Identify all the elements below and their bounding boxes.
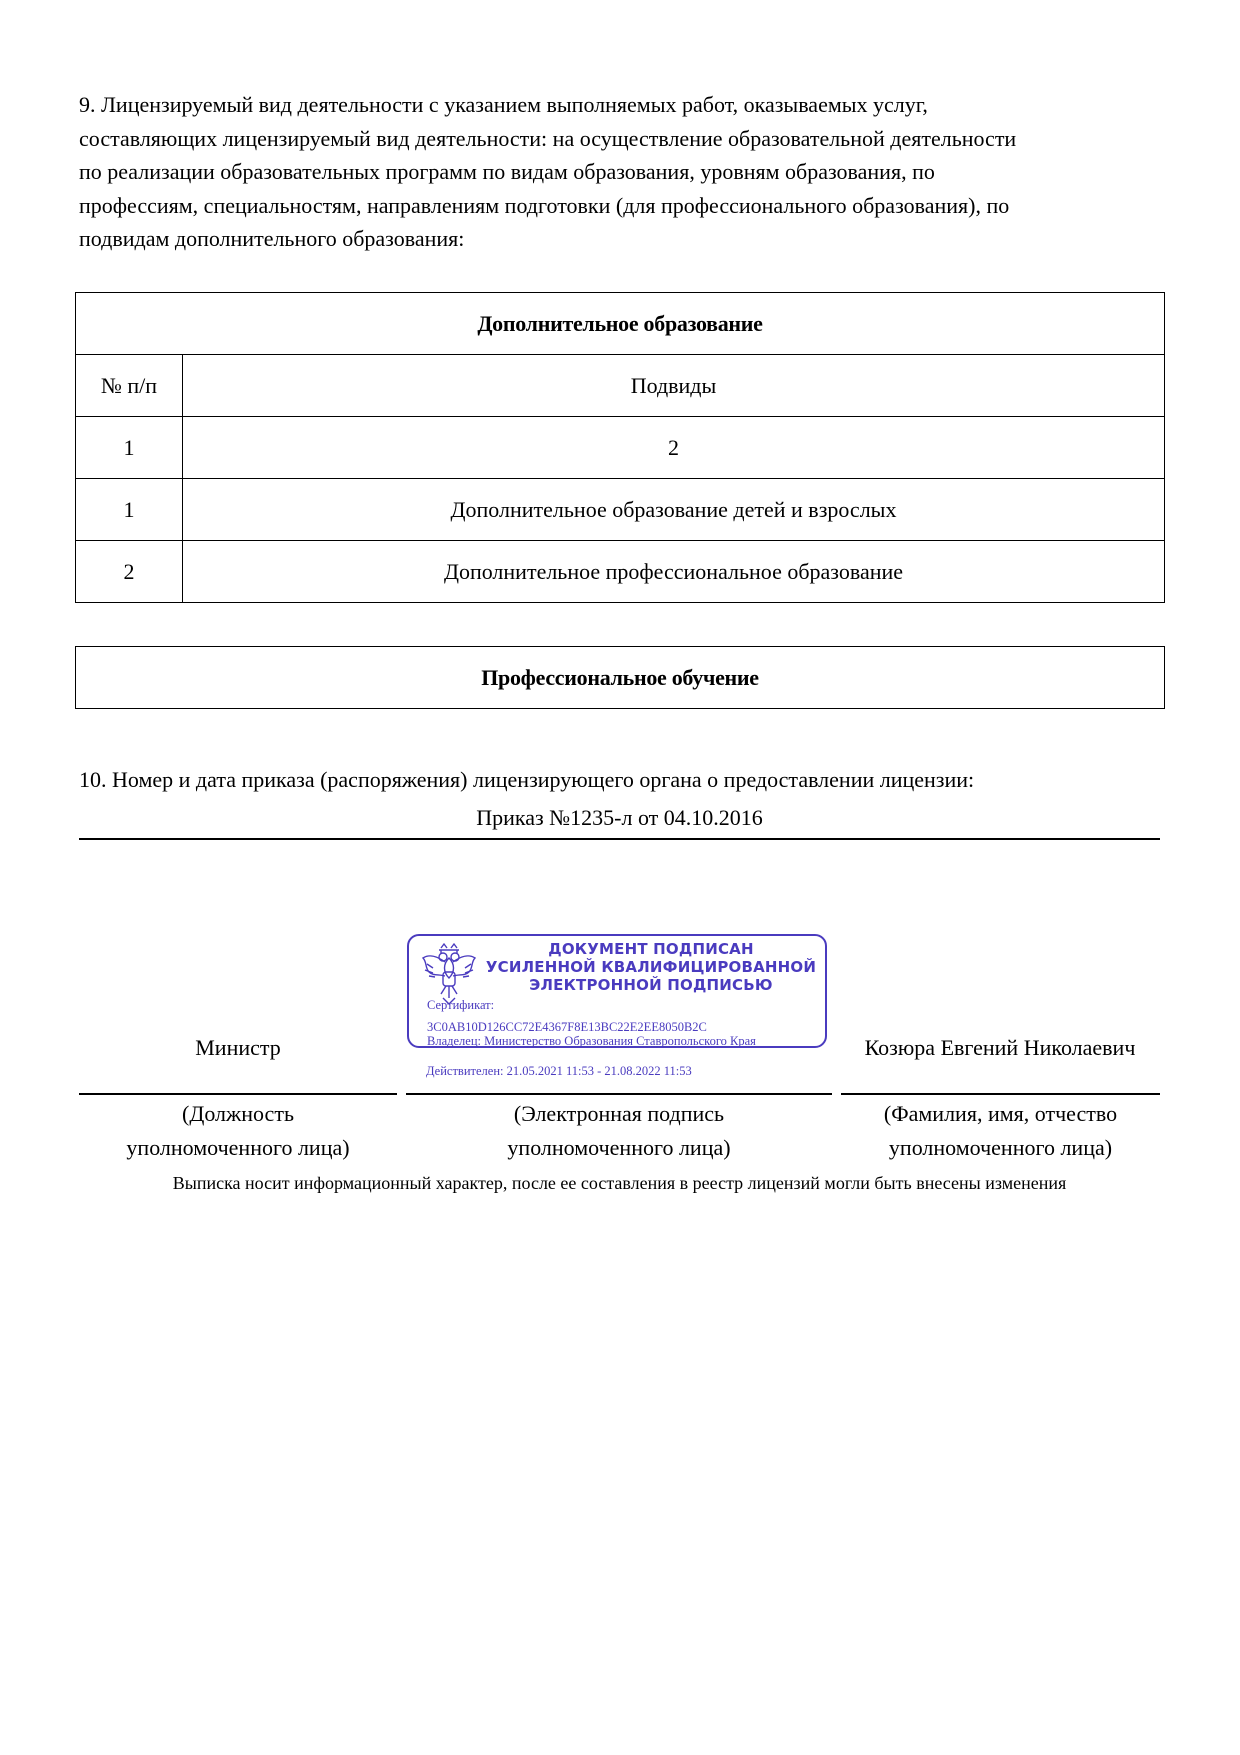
column-header-subtypes: Подвиды — [183, 355, 1165, 417]
official-name: Козюра Евгений Николаевич — [864, 1035, 1136, 1060]
caption-line: (Фамилия, имя, отчество — [883, 1101, 1118, 1126]
order-number: Приказ №1235-л от 04.10.2016 — [79, 804, 1160, 840]
text-line: составляющих лицензируемый вид деятельности: на осуществление образовательной деятельности — [79, 125, 1017, 151]
name-caption — [841, 1097, 1160, 1165]
signature-caption — [406, 1097, 832, 1165]
certificate-number: 3C0AB10D126CC72E4367F8E13BC22E2EE8050B2C — [427, 1020, 707, 1034]
stamp-title — [481, 940, 821, 994]
signature-underline — [406, 1093, 832, 1095]
text-line: профессиям, специальностям, направлениям подготовки (для профессионального образования), по — [79, 192, 1010, 218]
certificate-owner: Владелец: Министерство Образования Ставропольского Края — [427, 1034, 756, 1048]
table-title: Профессиональное обучение — [76, 647, 1165, 709]
table-title-row — [76, 293, 1165, 355]
official-position: Министр — [195, 1035, 281, 1060]
row-number: 1 — [76, 479, 183, 541]
additional-education-table — [75, 292, 1165, 603]
caption-line: (Должность — [182, 1101, 294, 1126]
row-subtype: Дополнительное образование детей и взрослых — [183, 479, 1165, 541]
row-number: 2 — [76, 541, 183, 603]
table-header-row — [76, 355, 1165, 417]
name-underline — [841, 1093, 1160, 1095]
certificate-label: Сертификат: — [427, 998, 495, 1012]
stamp-title-line: УСИЛЕННОЙ КВАЛИФИЦИРОВАННОЙ — [485, 958, 817, 976]
section-10-text: 10. Номер и дата приказа (распоряжения) лицензирующего органа о предоставлении лицензии: — [79, 767, 975, 792]
table-row — [76, 479, 1165, 541]
section-9-text — [79, 88, 1159, 256]
row-subtype: Дополнительное профессиональное образование — [183, 541, 1165, 603]
caption-line: уполномоченного лица) — [126, 1135, 350, 1160]
table-column-numbers-row — [76, 417, 1165, 479]
table-title: Дополнительное образование — [76, 293, 1165, 355]
table-row — [76, 541, 1165, 603]
caption-line: уполномоченного лица) — [888, 1135, 1113, 1160]
professional-training-table — [75, 646, 1165, 709]
stamp-title-line: ЭЛЕКТРОННОЙ ПОДПИСЬЮ — [529, 976, 773, 994]
position-caption — [79, 1097, 397, 1165]
text-line: по реализации образовательных программ по видам образования, уровням образования, по — [79, 159, 935, 184]
footer-note: Выписка носит информационный характер, после ее составления в реестр лицензий могли быть внесены изменения — [172, 1173, 1067, 1193]
stamp-title-line: ДОКУМЕНТ ПОДПИСАН — [548, 940, 754, 958]
column-number-cell: 1 — [76, 417, 183, 479]
text-line: подвидам дополнительного образования: — [79, 226, 465, 251]
column-header-number: № п/п — [76, 355, 183, 417]
column-number-cell: 2 — [183, 417, 1165, 479]
caption-line: уполномоченного лица) — [507, 1135, 731, 1160]
text-line: 9. Лицензируемый вид деятельности с указанием выполняемых работ, оказываемых услуг, — [79, 92, 928, 117]
position-underline — [79, 1093, 397, 1095]
certificate-validity: Действителен: 21.05.2021 11:53 - 21.08.2022 11:53 — [426, 1064, 692, 1078]
electronic-signature-stamp — [407, 934, 827, 1048]
caption-line: (Электронная подпись — [513, 1101, 725, 1126]
table-title-row — [76, 647, 1165, 709]
